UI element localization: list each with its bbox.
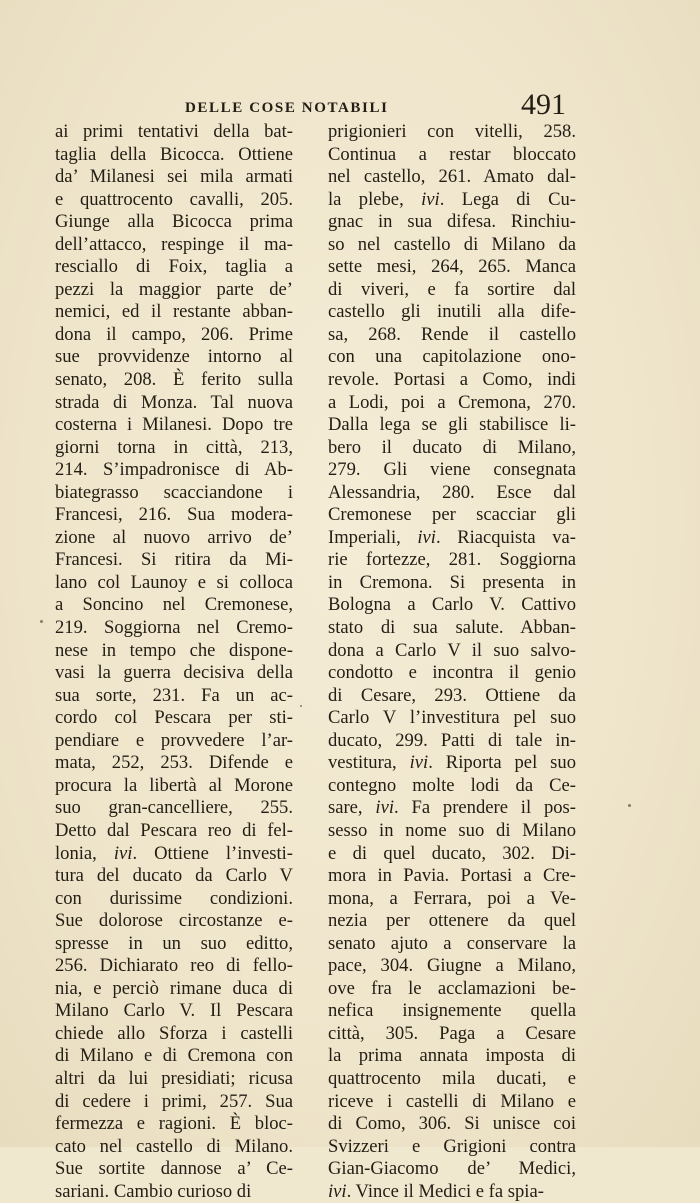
text-line: zione al nuovo arrivo de’: [55, 526, 293, 548]
text-line: Francesi, 216. Sua modera-: [55, 504, 293, 526]
text-line: 214. S’impadronisce di Ab-: [55, 459, 293, 481]
right-text-column: [328, 121, 576, 1203]
text-line: sa, 268. Rende il castello: [328, 323, 576, 345]
text-line: la prima annata imposta di: [328, 1045, 576, 1067]
text-line: costerna i Milanesi. Dopo tre: [55, 414, 293, 436]
text-line: di Cesare, 293. Ottiene da: [328, 684, 576, 706]
text-line: cordo col Pescara per sti-: [55, 707, 293, 729]
text-line: altri da lui presidiati; ricusa: [55, 1067, 293, 1089]
text-line: dell’attacco, respinge il ma-: [55, 233, 293, 255]
text-line: ducato, 299. Patti di tale in-: [328, 729, 576, 751]
text-line: dona a Carlo V il suo salvo-: [328, 639, 576, 661]
text-line: cato nel castello di Milano.: [55, 1135, 293, 1157]
text-line: Cremonese per scacciar gli: [328, 504, 576, 526]
text-line: so nel castello di Milano da: [328, 233, 576, 255]
text-line: di Como, 306. Si unisce coi: [328, 1113, 576, 1135]
text-line: Gian-Giacomo de’ Medici,: [328, 1158, 576, 1180]
text-line: 256. Dichiarato reo di fello-: [55, 955, 293, 977]
text-line: lonia, ivi. Ottiene l’investi-: [55, 842, 293, 864]
text-line: pace, 304. Giugne a Milano,: [328, 955, 576, 977]
text-line: fermezza e ragioni. È bloc-: [55, 1113, 293, 1135]
page-header: [185, 88, 585, 122]
text-line: nemici, ed il restante abban-: [55, 301, 293, 323]
text-line: senato, 208. È ferito sulla: [55, 369, 293, 391]
text-line: nese in tempo che dispone-: [55, 639, 293, 661]
text-line: Giunge alla Bicocca prima: [55, 211, 293, 233]
text-line: ai primi tentativi della bat-: [55, 121, 293, 142]
text-line: nefica insignemente quella: [328, 1000, 576, 1022]
text-line: con durissime condizioni.: [55, 887, 293, 909]
text-line: vasi la guerra decisiva della: [55, 662, 293, 684]
page-number: 491: [521, 88, 566, 121]
text-line: condotto e incontra il genio: [328, 662, 576, 684]
text-line: e di quel ducato, 302. Di-: [328, 842, 576, 864]
text-line: Sue sortite dannose a’ Ce-: [55, 1158, 293, 1180]
text-line: sua sorte, 231. Fa un ac-: [55, 684, 293, 706]
text-line: strada di Monza. Tal nuova: [55, 391, 293, 413]
text-line: taglia della Bicocca. Ottiene: [55, 143, 293, 165]
text-line: Sue dolorose circostanze e-: [55, 910, 293, 932]
text-line: sare, ivi. Fa prendere il pos-: [328, 797, 576, 819]
text-line: Alessandria, 280. Esce dal: [328, 481, 576, 503]
text-line: suo gran-cancelliere, 255.: [55, 797, 293, 819]
text-line: bero il ducato di Milano,: [328, 436, 576, 458]
text-line: revole. Portasi a Como, indi: [328, 369, 576, 391]
text-line: a Lodi, poi a Cremona, 270.: [328, 391, 576, 413]
text-line: nel castello, 261. Amato dal-: [328, 166, 576, 188]
text-line: nia, e perciò rimane duca di: [55, 977, 293, 999]
text-line: la plebe, ivi. Lega di Cu-: [328, 188, 576, 210]
text-line: 219. Soggiorna nel Cremo-: [55, 617, 293, 639]
text-line: in Cremona. Si presenta in: [328, 571, 576, 593]
text-line: chiede allo Sforza i castelli: [55, 1022, 293, 1044]
text-line: senato ajuto a conservare la: [328, 932, 576, 954]
text-line: mata, 252, 253. Difende e: [55, 752, 293, 774]
text-line: mora in Pavia. Portasi a Cre-: [328, 865, 576, 887]
text-line: tura del ducato da Carlo V: [55, 865, 293, 887]
text-line: biategrasso scacciandone i: [55, 481, 293, 503]
text-line: ove fra le acclamazioni be-: [328, 977, 576, 999]
text-line: resciallo di Foix, taglia a: [55, 256, 293, 278]
text-line: di Milano e di Cremona con: [55, 1045, 293, 1067]
text-line: Detto dal Pescara reo di fel-: [55, 819, 293, 841]
text-line: mona, a Ferrara, poi a Ve-: [328, 887, 576, 909]
text-line: castello gli inutili alla dife-: [328, 301, 576, 323]
text-line: città, 305. Paga a Cesare: [328, 1022, 576, 1044]
text-line: giorni torna in città, 213,: [55, 436, 293, 458]
text-line: Carlo V l’investitura pel suo: [328, 707, 576, 729]
text-line: Imperiali, ivi. Riacquista va-: [328, 526, 576, 548]
text-line: pezzi la maggior parte de’: [55, 278, 293, 300]
text-line: Continua a restar bloccato: [328, 143, 576, 165]
text-line: vestitura, ivi. Riporta pel suo: [328, 752, 576, 774]
text-line: Francesi. Si ritira da Mi-: [55, 549, 293, 571]
text-line: Svizzeri e Grigioni contra: [328, 1135, 576, 1157]
text-line: Bologna a Carlo V. Cattivo: [328, 594, 576, 616]
text-line: stato di sua salute. Abban-: [328, 617, 576, 639]
running-title: DELLE COSE NOTABILI: [185, 100, 389, 116]
text-line: quattrocento mila ducati, e: [328, 1067, 576, 1089]
text-line: sariani. Cambio curioso di: [55, 1180, 252, 1202]
text-line: nezia per ottenere da quel: [328, 910, 576, 932]
text-line: procura la libertà al Morone: [55, 774, 293, 796]
text-line: pendiare e provvedere l’ar-: [55, 729, 293, 751]
text-line: sue provvidenze intorno al: [55, 346, 293, 368]
left-text-column: [55, 121, 293, 1203]
text-line: 279. Gli viene consegnata: [328, 459, 576, 481]
text-line: gnac in sua difesa. Rinchiu-: [328, 211, 576, 233]
text-line: lano col Launoy e si colloca: [55, 571, 293, 593]
text-line: spresse in un suo editto,: [55, 932, 293, 954]
text-line: riceve i castelli di Milano e: [328, 1090, 576, 1112]
text-line: a Soncino nel Cremonese,: [55, 594, 293, 616]
text-line: dona il campo, 206. Prime: [55, 323, 293, 345]
text-line: Dalla lega se gli stabilisce li-: [328, 414, 576, 436]
text-line: contegno molte lodi da Ce-: [328, 774, 576, 796]
text-line: ivi. Vince il Medici e fa spia-: [328, 1180, 544, 1202]
text-line: prigionieri con vitelli, 258.: [328, 121, 576, 142]
text-line: di viveri, e fa sortire dal: [328, 278, 576, 300]
text-line: con una capitolazione ono-: [328, 346, 576, 368]
text-line: Milano Carlo V. Il Pescara: [55, 1000, 293, 1022]
text-line: e quattrocento cavalli, 205.: [55, 188, 293, 210]
text-line: da’ Milanesi sei mila armati: [55, 166, 293, 188]
text-line: di cedere i primi, 257. Sua: [55, 1090, 293, 1112]
text-line: sette mesi, 264, 265. Manca: [328, 256, 576, 278]
text-line: rie fortezze, 281. Soggiorna: [328, 549, 576, 571]
text-line: sesso in nome suo di Milano: [328, 819, 576, 841]
